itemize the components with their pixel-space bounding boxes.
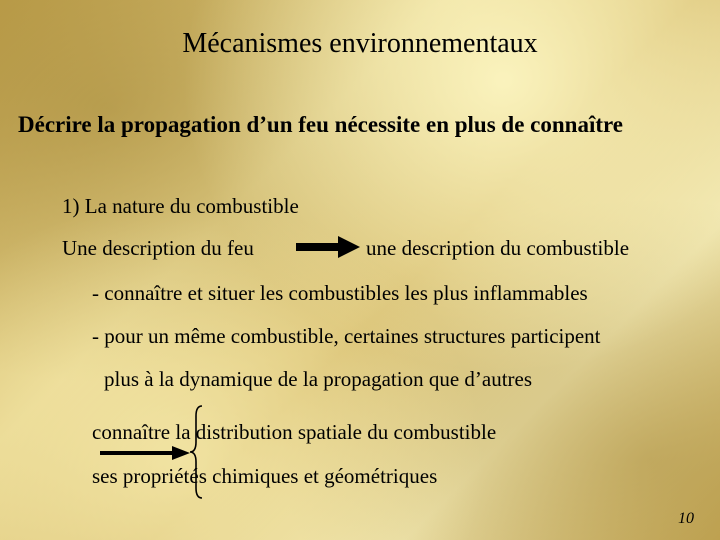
bullet-inflammables: - connaître et situer les combustibles les plus inflammables [92,281,588,305]
right-arrow-small-icon [100,446,190,460]
sub-proprietes: ses propriétés chimiques et géométriques [92,464,438,488]
description-feu-text: Une description du feu [62,236,254,260]
item-nature-combustible: 1) La nature du combustible [62,194,299,218]
intro-text: Décrire la propagation d’un feu nécessite en plus de connaître [18,112,624,137]
bullet-structures-line1: - pour un même combustible, certaines structures participent [92,324,601,348]
bullet-structures-line2: plus à la dynamique de la propagation que d’autres [104,367,533,391]
page-number: 10 [678,510,694,527]
right-arrow-icon [296,236,360,258]
slide-title: Mécanismes environnementaux [182,28,538,59]
description-combustible-text: une description du combustible [366,236,630,260]
sub-distribution-spatiale: connaître la distribution spatiale du combustible [92,420,497,444]
